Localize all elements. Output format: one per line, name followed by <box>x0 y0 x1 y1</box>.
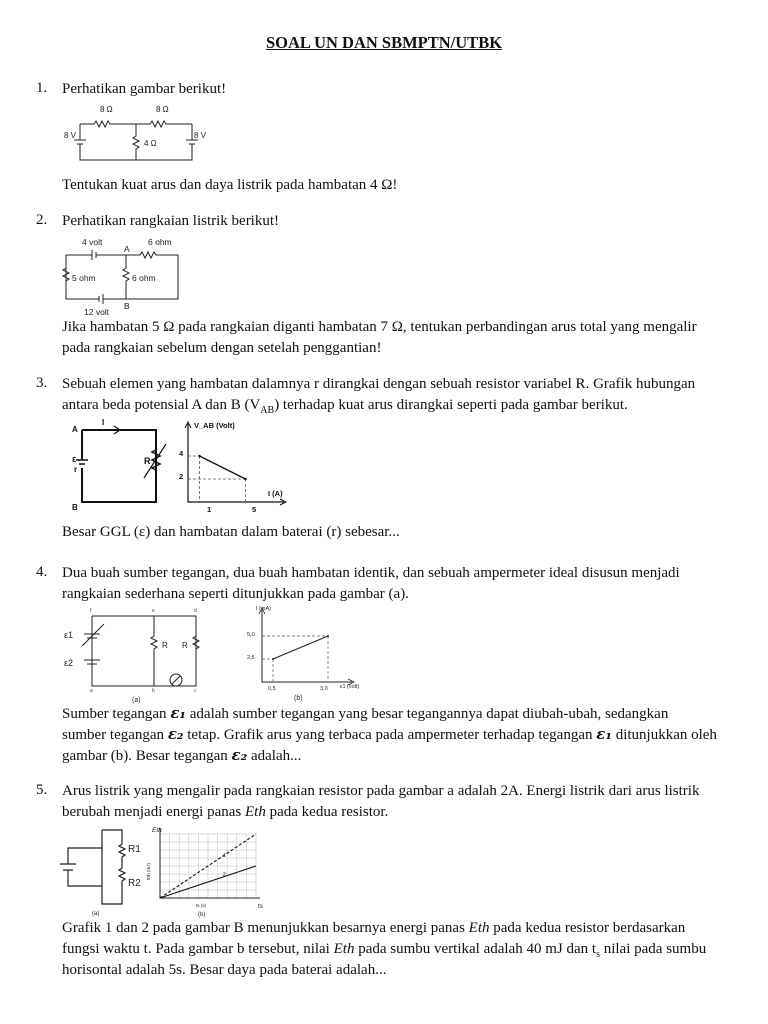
q4-point-1 <box>327 635 329 637</box>
q5-line2-label: 2 <box>223 872 226 878</box>
q2-prompt: Perhatikan rangkaian listrik berikut! <box>62 213 280 229</box>
q2-r-mid: 6 ohm <box>132 273 156 283</box>
q5-ylabel: Eth <box>152 827 162 834</box>
q4-r2: R <box>182 641 188 650</box>
q4-sym-e2b: ε₂ <box>231 746 248 764</box>
q4-circuit-figure <box>60 606 220 704</box>
q3-node-b: B <box>72 503 78 512</box>
page-title: SOAL UN DAN SBMPTN/UTBK <box>265 33 503 52</box>
q1-r-right: 8 Ω <box>156 105 169 114</box>
q5-prompt-line2: berubah menjadi energi panas Eth pada kedua resistor. <box>62 804 389 820</box>
q4-ytick-5: 5,0 <box>247 632 255 638</box>
q3-question: Besar GGL (ε) dan hambatan dalam baterai (r) sebesar... <box>62 524 400 540</box>
q4-node-f: f <box>90 608 92 614</box>
q2-node-a: A <box>124 244 130 254</box>
q3-circuit-figure <box>66 416 166 516</box>
q1-r-mid: 4 Ω <box>144 139 157 148</box>
q2-node-b: B <box>124 301 130 311</box>
q3-current: I <box>102 418 105 427</box>
q5-xlabel-unit: ts (s) <box>196 903 206 908</box>
q4-number: 4. <box>36 564 48 580</box>
q4-text-line2: sumber tegangan ε₂ tetap. Grafik arus yang terbaca pada ampermeter terhadap tegangan ε₁ ditunjukkan oleh <box>62 725 717 743</box>
q4-graph <box>232 604 372 704</box>
q5-text-line3: horisontal adalah 5s. Besar daya pada baterai adalah... <box>62 962 387 978</box>
q2-r-top: 6 ohm <box>148 237 172 247</box>
q4-point-0 <box>272 658 274 660</box>
q4-cap-b: (b) <box>294 695 303 702</box>
q4-xtick-30: 3,0 <box>320 686 328 692</box>
q5-line1-label: 1 <box>223 853 226 859</box>
q5-text-line2: fungsi waktu t. Pada gambar b tersebut, nilai Eth pada sumbu vertikal adalah 40 mJ dan $t_s$ nilai pada sumbu <box>62 941 707 960</box>
q3-point-0 <box>198 455 200 457</box>
q3-xlabel: I (A) <box>268 489 283 498</box>
q5-sym-eth-b: Eth <box>468 920 490 936</box>
q2-question-line1: Jika hambatan 5 Ω pada rangkaian diganti hambatan 7 Ω, tentukan perbandingan arus total yang mengalir <box>62 319 697 335</box>
q3-emf: ε <box>72 454 77 464</box>
q5-xlabel: ts <box>258 903 264 910</box>
q3-node-a: A <box>72 425 78 434</box>
q4-cap-a: (a) <box>132 697 141 704</box>
q4-series-line <box>273 636 328 659</box>
q5-number: 5. <box>36 782 48 798</box>
q5-prompt-line1: Arus listrik yang mengalir pada rangkaian resistor pada gambar a adalah 2A. Energi listrik dari arus listrik <box>62 783 700 799</box>
q2-v-top: 4 volt <box>82 237 103 247</box>
q5-text-line1: Grafik 1 dan 2 pada gambar B menunjukkan besarnya energi panas Eth pada kedua resistor berdasarkan <box>62 920 686 936</box>
q5-r1: R1 <box>128 844 141 855</box>
q3-series-line <box>200 456 246 479</box>
q3-prompt-line1: Sebuah elemen yang hambatan dalamnya r dirangkai dengan sebuah resistor variabel R. Grafik hubungan <box>62 376 696 392</box>
q5-graph <box>148 824 270 920</box>
q4-node-c: c <box>194 688 197 694</box>
q3-xtick-1: 1 <box>207 505 212 514</box>
q1-v-right: 8 V <box>194 131 207 140</box>
q5-cap-a: (a) <box>92 911 100 917</box>
q4-sym-e1: ε₁ <box>170 704 187 722</box>
q1-r-left: 8 Ω <box>100 105 113 114</box>
q2-r-left: 5 ohm <box>72 273 96 283</box>
q3-r-int: r <box>74 465 78 474</box>
q4-text-line3: gambar (b). Besar tegangan ε₂ adalah... <box>62 746 302 764</box>
q4-node-a: a <box>90 688 93 694</box>
q3-number: 3. <box>36 375 48 391</box>
q4-xtick-05: 0,5 <box>268 686 276 692</box>
q5-r2: R2 <box>128 878 141 889</box>
q4-ytick-25: 2,5 <box>247 655 255 661</box>
q3-xtick-5: 5 <box>252 505 257 514</box>
q4-node-b: b <box>152 688 155 694</box>
q2-number: 2. <box>36 212 48 228</box>
q2-question-line2: pada rangkaian sebelum dengan setelah penggantian! <box>62 340 382 356</box>
q1-v-left: 8 V <box>64 131 77 140</box>
q4-sym-e1b: ε₁ <box>596 725 612 743</box>
q4-ylabel: I (mA) <box>256 606 271 612</box>
q2-v-bottom: 12 volt <box>84 307 110 317</box>
q5-cap-b: (b) <box>198 912 206 918</box>
q4-node-d: d <box>194 608 197 614</box>
q4-sym-e2: ε₂ <box>167 725 184 743</box>
q4-r1: R <box>162 641 168 650</box>
q4-node-e: e <box>152 608 155 614</box>
q3-ytick-4: 4 <box>179 449 184 458</box>
q3-prompt-line2: antara beda potensial A dan B $(V_{AB})$ terhadap kuat arus dirangkai seperti pada gambar berikut. <box>62 397 628 416</box>
q3-ytick-2: 2 <box>179 472 184 481</box>
q4-text-line1: Sumber tegangan ε₁ adalah sumber tegangan yang besar tegangannya dapat diubah-ubah, sedangkan <box>62 704 669 722</box>
q1-question: Tentukan kuat arus dan daya listrik pada hambatan 4 Ω! <box>62 177 398 193</box>
q3-ylabel: V_AB (Volt) <box>194 421 235 430</box>
q4-e1: ε1 <box>64 630 74 640</box>
q4-e2: ε2 <box>64 658 74 668</box>
q5-circuit-figure <box>58 824 150 916</box>
q2-circuit-figure <box>58 234 188 316</box>
q3-point-1 <box>244 478 246 480</box>
q5-ylabel-unit: Eth (mJ) <box>146 862 151 880</box>
q4-prompt-line1: Dua buah sumber tegangan, dua buah hambatan identik, dan sebuah ampermeter ideal disusun menjadi <box>62 565 680 581</box>
q1-circuit-figure <box>62 100 212 168</box>
q5-sym-eth-c: Eth <box>333 941 355 957</box>
q1-number: 1. <box>36 80 48 96</box>
q5-sym-eth: Eth <box>245 804 266 820</box>
q4-prompt-line2: rangkaian sederhana seperti ditunjukkan pada gambar (a). <box>62 586 409 602</box>
q1-prompt: Perhatikan gambar berikut! <box>62 81 227 97</box>
q4-xlabel: ε1 (volt) <box>340 684 360 690</box>
q3-r-var: R <box>144 456 151 466</box>
q3-graph <box>174 416 294 516</box>
